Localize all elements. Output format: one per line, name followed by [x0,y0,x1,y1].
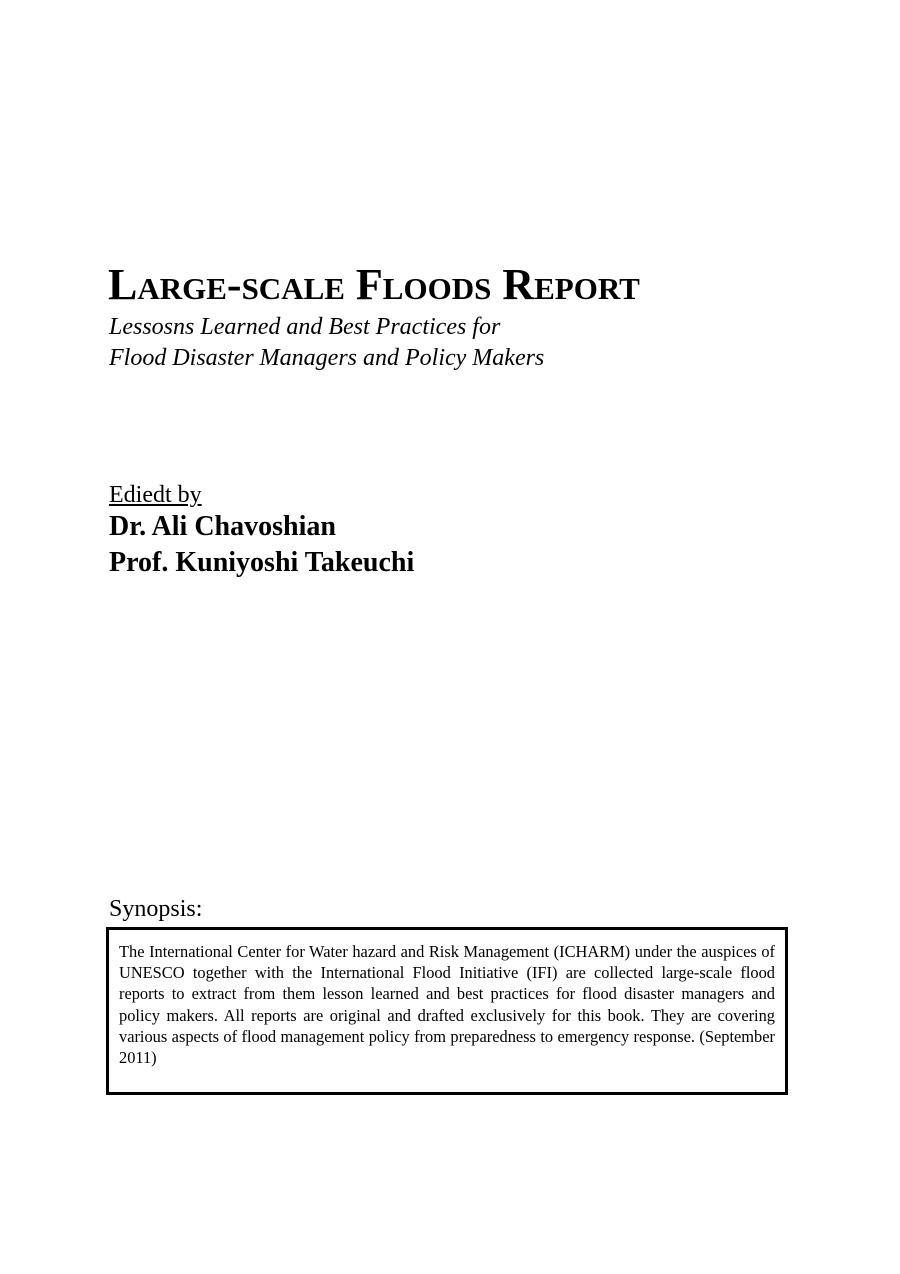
subtitle-line-1: Lessosns Learned and Best Practices for [109,314,501,340]
edited-by-label: Ediedt by [109,482,202,508]
synopsis-label: Synopsis: [109,896,203,922]
synopsis-text: The International Center for Water hazard and Risk Management (ICHARM) under the auspices of UNESCO together with the International Flood Initiative (IFI) are collected large-scale flood reports to extract from them lesson learned and best practices for flood disaster managers and policy makers. All reports are original and drafted exclusively for this book. They are covering various aspects of flood management policy from preparedness to emergency response. (September 2011) [119,942,775,1068]
synopsis-box [106,927,788,1095]
editor-name: Dr. Ali Chavoshian [109,511,336,542]
subtitle-line-2: Flood Disaster Managers and Policy Makers [109,345,545,371]
report-title: Large-scale Floods Report [108,260,640,309]
editor-name: Prof. Kuniyoshi Takeuchi [109,547,415,578]
